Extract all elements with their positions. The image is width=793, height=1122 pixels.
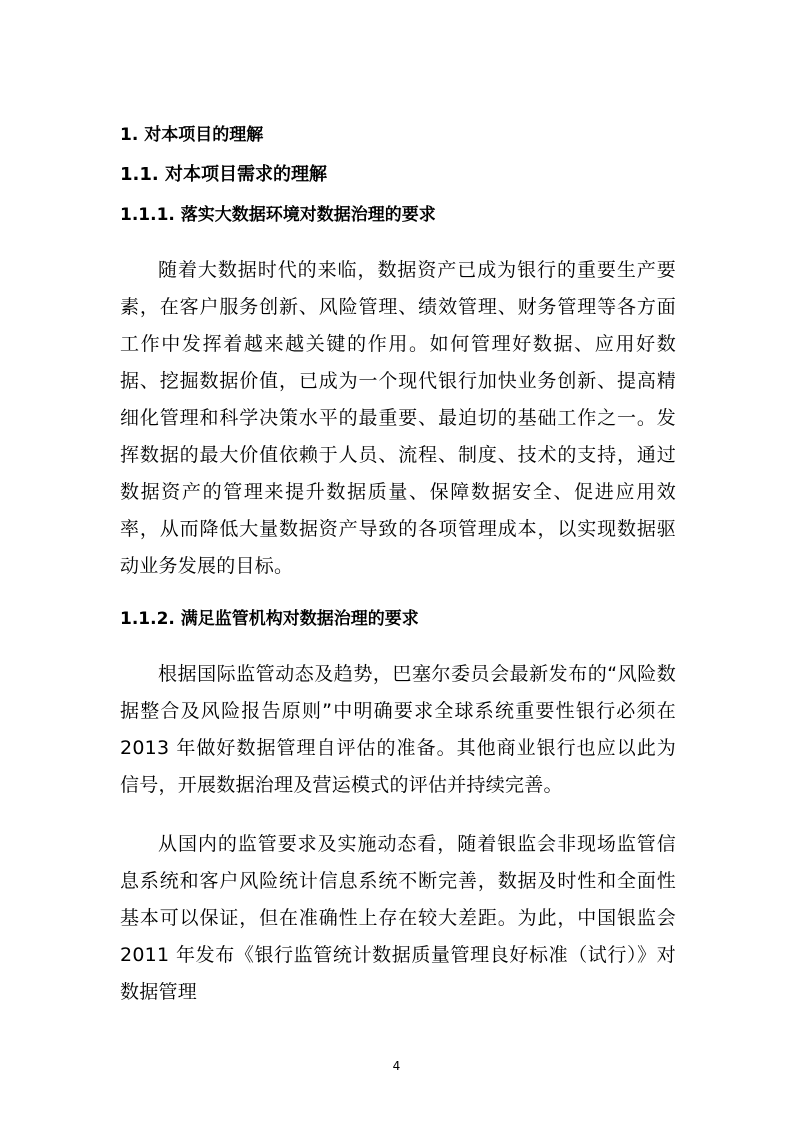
heading-1-1: 1.1. 对本项目需求的理解 bbox=[120, 164, 327, 185]
paragraph-big-data: 随着大数据时代的来临，数据资产已成为银行的重要生产要素，在客户服务创新、风险管理、绩效管理、财务管理等各方面工作中发挥着越来越关键的作用。如何管理好数据、应用好数据、挖掘数据价值，已成为一个现代银行加快业务创新、提高精细化管理和科学决策水平的最重要、最迫切的基础工作之一。发挥数据的最大价值依赖于人员、流程、制度、技术的支持，通过数据资产的管理来提升数据质量、保障数据安全、促进应用效率，从而降低大量数据资产导致的各项管理成本，以实现数据驱动业务发展的目标。 bbox=[120, 259, 676, 577]
page-number: 4 bbox=[392, 1059, 401, 1073]
paragraph-domestic-regulation: 从国内的监管要求及实施动态看，随着银监会非现场监管信息系统和客户风险统计信息系统不断完善，数据及时性和全面性基本可以保证，但在准确性上存在较大差距。为此，中国银监会 2011 年发布《银行监管统计数据质量管理良好标准（试行）》对数据管理 bbox=[120, 833, 676, 1003]
heading-1: 1. 对本项目的理解 bbox=[120, 125, 264, 145]
heading-1-1-1: 1.1.1. 落实大数据环境对数据治理的要求 bbox=[120, 205, 436, 225]
heading-1-1-2: 1.1.2. 满足监管机构对数据治理的要求 bbox=[120, 609, 419, 629]
paragraph-basel: 根据国际监管动态及趋势，巴塞尔委员会最新发布的“风险数据整合及风险报告原则”中明确要求全球系统重要性银行必须在2013 年做好数据管理自评估的准备。其他商业银行也应以此为信号，开展数据治理及营运模式的评估并持续完善。 bbox=[120, 663, 676, 796]
